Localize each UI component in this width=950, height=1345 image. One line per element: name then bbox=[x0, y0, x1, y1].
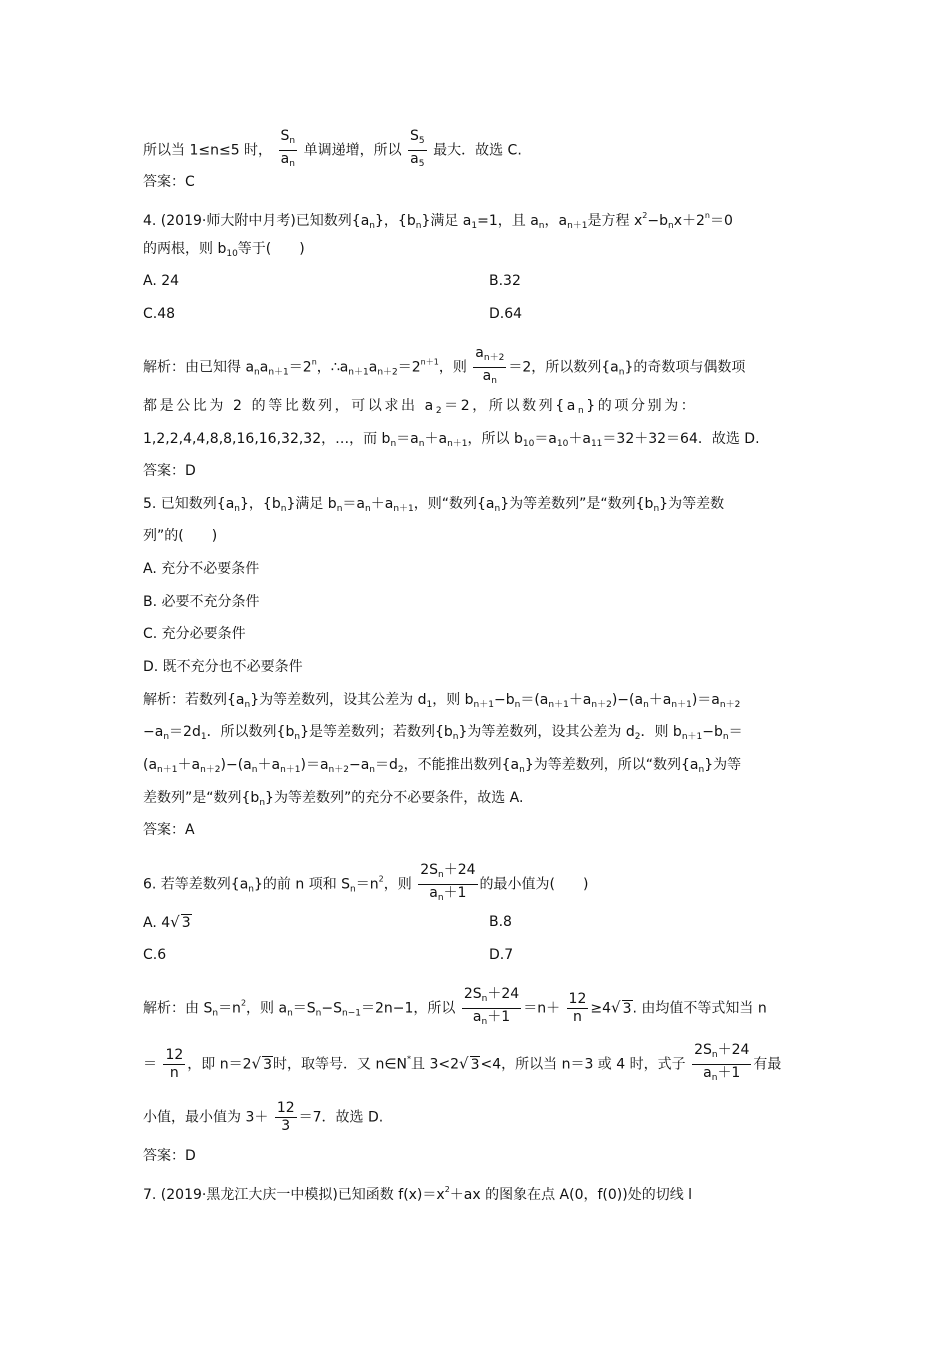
text: 所以当 1≤n≤5 时， bbox=[143, 142, 273, 159]
solution-5-line-4: 差数列”是“数列$\{b_n\}$为等差数列”的充分不必要条件，故选 A. bbox=[143, 790, 524, 808]
fraction: $\frac{12}{n}$ bbox=[165, 1047, 184, 1081]
option-4d: D.64 bbox=[489, 306, 523, 322]
question-6-line-1: 6. 若等差数列$\{a_n\}$的前 n 项和 $S_n=n^2$，则 $\frac{2S_n+24}{a_n+1}$ 的最小值为( ) bbox=[143, 862, 588, 907]
option-4c: C.48 bbox=[143, 306, 176, 322]
fraction: $\frac{a_{n+2}}{a_n}$ bbox=[475, 345, 505, 386]
fraction: $\frac{12}{n}$ bbox=[568, 991, 587, 1025]
question-5-line-2: 列”的( ) bbox=[143, 528, 218, 544]
solution-5-line-1: 解析：若数列$\{a_n\}$为等差数列，设其公差为 $d_1$，则 $b_{n+1}-b_n=(a_{n+1}+a_{n+2})-(a_n+a_{n+1})=a_{n+2}$ bbox=[143, 692, 741, 710]
solution-4-line-1: 解析：由已知得 $a_na_{n+1}=2^n$，$\therefore a_{n+1}a_{n+2}=2^{n+1}$，则 $\frac{a_{n+2}}{a_n}$ ＝2，所以数列$\{a_n\}$的奇数项与偶数项 bbox=[143, 345, 745, 390]
answer-3: 答案：C bbox=[143, 174, 195, 190]
option-6d: D.7 bbox=[489, 947, 514, 963]
solution-5-line-3: $(a_{n+1}+a_{n+2})-(a_n+a_{n+1})=a_{n+2}-a_n=d_2$，不能推出数列$\{a_n\}$为等差数列，所以“数列$\{a_n\}$为等 bbox=[143, 757, 742, 775]
question-4-line-2: 的两根，则 $b_{10}$等于( ) bbox=[143, 241, 305, 259]
question-4-line-1: 4. (2019·师大附中月考)已知数列$\{a_n\}$，$\{b_n\}$满足 $a_1=1$，且 $a_n$，$a_{n+1}$是方程 $x^2-b_nx+2^n=0$ bbox=[143, 211, 733, 231]
solution-6-line-2: ＝ $\frac{12}{n}$ ，即 n＝2√ 3时，取等号．又 n∈N*且 3<2√ 3<4，所以当 n＝3 或 4 时，式子 $\frac{2S_n+24}{a_n+1}$ 有最 bbox=[143, 1042, 781, 1087]
question-7-line-1: 7. (2019·黑龙江大庆一中模拟)已知函数 $f(x)=x^2+ax$ 的图象在点 A(0，f(0))处的切线 l bbox=[143, 1185, 693, 1203]
option-5c: C. 充分必要条件 bbox=[143, 626, 246, 642]
option-5d: D. 既不充分也不必要条件 bbox=[143, 659, 303, 675]
fraction: $\frac{S_5}{a_5}$ bbox=[408, 128, 427, 173]
fraction: $\frac{2S_n+24}{a_n+1}$ bbox=[420, 862, 476, 903]
option-5a: A. 充分不必要条件 bbox=[143, 561, 260, 577]
solution-conclusion-line bbox=[143, 128, 522, 173]
fraction: $\frac{S_n}{a_n}$ bbox=[279, 128, 298, 173]
option-6c: C.6 bbox=[143, 947, 167, 963]
solution-6-line-1: 解析：由 $S_n=n^2$，则 $a_n=S_n-S_{n-1}=2n-1$，所以 $\frac{2S_n+24}{a_n+1}$ ＝n＋ $\frac{12}{n}$ ≥4√ 3. 由均值不等式知当 n bbox=[143, 986, 767, 1031]
option-4b: B.32 bbox=[489, 273, 521, 289]
answer-4: 答案：D bbox=[143, 463, 196, 479]
fraction: $\frac{2S_n+24}{a_n+1}$ bbox=[463, 986, 520, 1027]
option-6b: B.8 bbox=[489, 914, 512, 930]
answer-6: 答案：D bbox=[143, 1148, 196, 1164]
solution-6-line-3: 小值，最小值为 3＋ $\frac{12}{3}$ ＝7．故选 D. bbox=[143, 1100, 384, 1134]
option-4a: A. 24 bbox=[143, 273, 180, 289]
solution-4-line-2: 都是公比为 2 的等比数列，可以求出 $a_2=2$，所以数列$\{a_n\}$的项分别为： bbox=[143, 398, 698, 416]
solution-4-line-3: 1,2,2,4,4,8,8,16,16,32,32，…，而 $b_n=a_n+a_{n+1}$，所以 $b_{10}=a_{10}+a_{11}=32+32=64$．故选 D. bbox=[143, 431, 760, 449]
question-5-line-1: 5. 已知数列$\{a_n\}$，$\{b_n\}$满足 $b_n=a_n+a_{n+1}$，则“数列$\{a_n\}$为等差数列”是“数列$\{b_n\}$为等差数 bbox=[143, 496, 725, 514]
answer-5: 答案：A bbox=[143, 822, 195, 838]
fraction: $\frac{2S_n+24}{a_n+1}$ bbox=[694, 1042, 750, 1083]
text: 单调递增，所以 bbox=[303, 142, 402, 159]
solution-5-line-2: $-a_n=2d_1$．所以数列$\{b_n\}$是等差数列；若数列$\{b_n\}$为等差数列，设其公差为 $d_2$．则 $b_{n+1}-b_n=$ bbox=[143, 724, 743, 742]
text: 最大．故选 C. bbox=[433, 142, 522, 159]
option-6a: A. 4√ 3 bbox=[143, 913, 191, 931]
option-5b: B. 必要不充分条件 bbox=[143, 594, 260, 610]
fraction: $\frac{12}{3}$ bbox=[276, 1100, 295, 1134]
